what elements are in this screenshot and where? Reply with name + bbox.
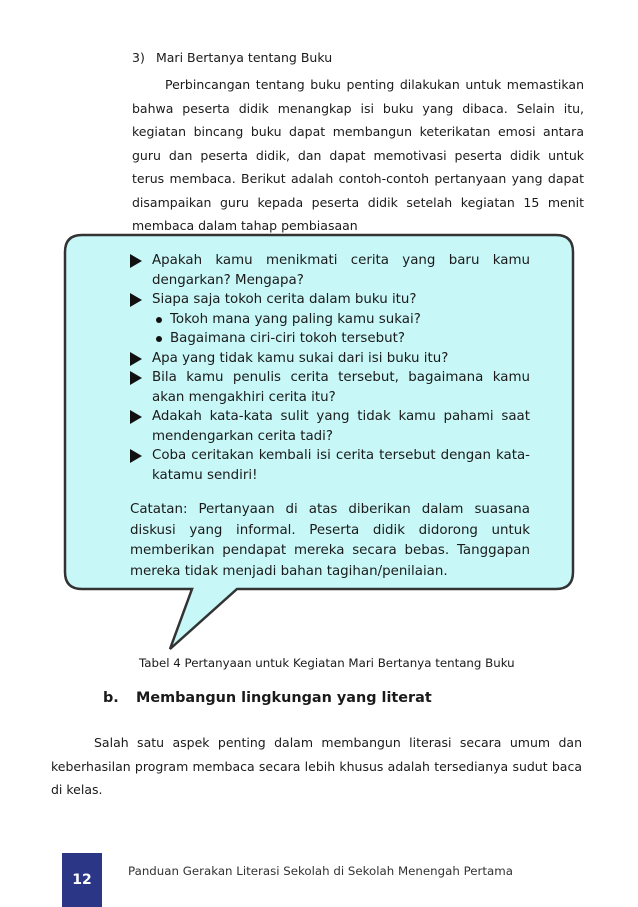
section-b-heading	[103, 690, 432, 706]
arrow-bullet-icon	[130, 254, 142, 268]
arrow-bullet-icon	[130, 371, 142, 385]
question-text: Siapa saja tokoh cerita dalam buku itu?	[152, 292, 417, 307]
question-text: Apakah kamu menikmati cerita yang baru kamu dengarkan? Mengapa?	[152, 253, 530, 288]
question-text: Coba ceritakan kembali isi cerita tersebut dengan kata-katamu sendiri!	[152, 448, 530, 483]
question-text: Adakah kata-kata sulit yang tidak kamu pahami saat mendengarkan cerita tadi?	[152, 409, 530, 444]
question-item	[130, 407, 530, 446]
section-b-paragraph: Salah satu aspek penting dalam membangun literasi secara umum dan keberhasilan program membaca secara lebih khusus adalah tersedianya sudut baca di kelas.	[51, 735, 582, 797]
sub-question-item	[130, 310, 530, 330]
dot-bullet-icon	[156, 317, 162, 323]
question-item	[130, 349, 530, 369]
arrow-bullet-icon	[130, 293, 142, 307]
section-3-paragraph: Perbincangan tentang buku penting dilakukan untuk memastikan bahwa peserta didik menangkap isi buku yang dibaca. Selain itu, kegiatan bincang buku dapat membangun keterikatan emosi antara guru dan peserta didik, dan dapat memotivasi peserta didik untuk terus membaca. Berikut adalah contoh-contoh pertanyaan yang dapat disampaikan guru kepada peserta didik setelah kegiatan 15 menit membaca dalam tahap pembiasaan	[132, 77, 584, 233]
footer-text: Panduan Gerakan Literasi Sekolah di Sekolah Menengah Pertama	[128, 864, 513, 878]
question-text: Apa yang tidak kamu sukai dari isi buku itu?	[152, 350, 449, 366]
question-item	[130, 446, 530, 485]
question-item	[130, 251, 530, 290]
arrow-bullet-icon	[130, 449, 142, 463]
page-number: 12	[72, 872, 92, 888]
section-b-title: Membangun lingkungan yang literat	[136, 690, 432, 706]
section-3-heading	[132, 50, 332, 65]
sub-question-text: Tokoh mana yang paling kamu sukai?	[170, 311, 421, 327]
section-3-title: Mari Bertanya tentang Buku	[155, 50, 333, 65]
dot-bullet-icon	[156, 336, 162, 342]
sub-question-item	[130, 329, 530, 349]
question-text: Bila kamu penulis cerita tersebut, bagaimana kamu akan mengakhiri cerita itu?	[152, 370, 530, 405]
sub-question-text: Bagaimana ciri-ciri tokoh tersebut?	[170, 331, 405, 346]
arrow-bullet-icon	[130, 352, 142, 366]
table-caption: Tabel 4 Pertanyaan untuk Kegiatan Mari Bertanya tentang Buku	[139, 656, 515, 670]
bubble-note: Catatan: Pertanyaan di atas diberikan dalam suasana diskusi yang informal. Peserta didik didorong untuk memberikan pendapat mereka secara bebas. Tanggapan mereka tidak menjadi bahan tagihan/penilaian.	[130, 502, 530, 579]
page-number-box	[62, 853, 102, 907]
section-b-letter: b.	[103, 690, 119, 706]
question-list	[130, 251, 530, 582]
question-item	[130, 290, 530, 310]
section-3-number: 3)	[132, 50, 145, 65]
question-item	[130, 368, 530, 407]
arrow-bullet-icon	[130, 410, 142, 424]
